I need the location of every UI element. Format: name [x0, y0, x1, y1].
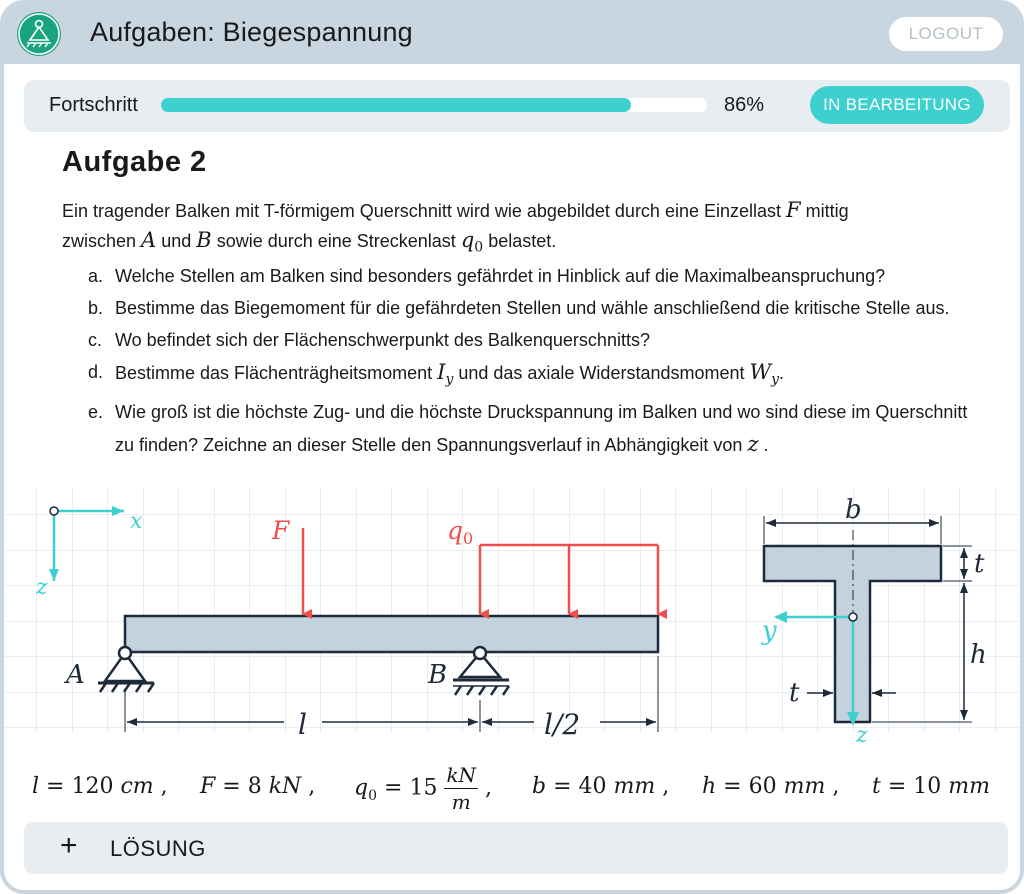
force-F-label: F — [272, 516, 290, 545]
math-var: W — [749, 360, 772, 384]
math-var: I — [437, 360, 446, 384]
progress-label: Fortschritt — [49, 94, 138, 116]
given-t — [872, 774, 990, 799]
question-text: . — [758, 434, 769, 455]
math-value: = 8 — [222, 774, 262, 799]
fraction — [444, 762, 478, 815]
math-var: F — [786, 198, 801, 222]
math-unit: mm — [948, 774, 990, 799]
given-b: b = 40 mm , — [532, 774, 670, 799]
math-var: q — [354, 775, 369, 801]
solution-label: LÖSUNG — [110, 836, 206, 861]
math-unit: mm — [783, 774, 826, 799]
fraction-numerator: kN — [446, 763, 477, 787]
list-item — [88, 356, 968, 396]
dim-l2-label: l/2 — [544, 708, 581, 741]
math-var: A — [141, 228, 157, 252]
intro-text: sowie durch eine Streckenlast — [211, 231, 461, 251]
intro-text: Ein tragender Balken mit T-förmigem Querschnitt wird wie abgebildet durch eine Einzellast — [62, 201, 787, 221]
given-values — [32, 760, 1002, 816]
axis-z-label: z — [36, 575, 48, 600]
math-sub: y — [445, 371, 454, 388]
math-var: F — [200, 774, 216, 799]
load-q-sub: 0 — [463, 529, 474, 548]
question-list — [88, 260, 968, 461]
math-value: = 10 — [887, 774, 942, 799]
math-var: q — [460, 228, 475, 252]
math-value: = 15 — [384, 775, 438, 801]
intro-text: belastet. — [483, 231, 557, 251]
logout-button[interactable]: LOGOUT — [889, 17, 1003, 51]
math-var: z — [747, 431, 759, 456]
beam-diagram — [4, 488, 1024, 758]
task-intro — [62, 196, 962, 263]
intro-text: und — [156, 231, 197, 251]
fraction-denominator: m — [451, 790, 471, 814]
support-B-label: B — [428, 660, 448, 690]
page-title: Aufgaben: Biegespannung — [90, 17, 413, 47]
load-q-var: q — [447, 516, 464, 545]
dim-l-label: l — [298, 708, 307, 741]
math-var: b — [532, 774, 547, 799]
math-value: = 60 — [723, 774, 777, 799]
list-marker: d. — [88, 362, 104, 382]
intro-text: mittig — [800, 201, 849, 221]
list-item — [88, 396, 968, 461]
top-bar — [4, 4, 1024, 64]
cs-b-label: b — [845, 495, 862, 525]
math-var: B — [196, 228, 212, 252]
question-text: Wo befindet sich der Flächenschwerpunkt des Balkenquerschnitts? — [115, 330, 650, 350]
progress-percent: 86% — [724, 94, 765, 116]
math-unit: cm — [120, 774, 154, 799]
question-text: und das axiale Widerstandsmoment — [453, 363, 750, 383]
progress-fill — [161, 98, 631, 112]
list-marker: a. — [88, 266, 104, 286]
question-text: Bestimme das Flächenträgheitsmoment — [115, 363, 438, 383]
status-badge: IN BEARBEITUNG — [810, 86, 984, 124]
list-marker: b. — [88, 298, 104, 318]
beam — [125, 616, 658, 652]
axis-x-label: x — [130, 509, 143, 534]
math-sub: y — [771, 371, 780, 388]
list-marker: c. — [88, 330, 103, 350]
cs-y-label: y — [762, 616, 777, 646]
question-text: Bestimme das Biegemoment für die gefährdeten Stellen und wähle anschließend die kritische Stelle aus. — [115, 298, 950, 318]
given-q0: $q_0 = 15$ $\frac{kN}{m}$ , — [354, 763, 493, 814]
given-l: l = 120 cm , — [32, 774, 168, 799]
math-var: l — [32, 774, 40, 799]
list-marker: e. — [88, 401, 104, 422]
math-value: = 40 — [553, 774, 607, 799]
math-sub: 0 — [368, 787, 378, 804]
list-item — [88, 292, 968, 324]
math-var: t — [872, 774, 881, 799]
question-text: . — [779, 363, 785, 383]
cs-t-top-label: t — [974, 549, 985, 579]
given-F: F = 8 kN , — [200, 774, 316, 799]
cs-t-web-label: t — [789, 678, 800, 708]
question-text: Wie groß ist die höchste Zug- und die höchste Druckspannung im Balken und wo sind diese im Querschnitt zu finden? Zeichne an dieser Stelle den Spannungsverlauf in Abhängigkeit von — [115, 401, 968, 455]
progress-panel — [24, 80, 1010, 132]
cs-z-label: z — [856, 723, 868, 748]
solution-toggle[interactable] — [24, 822, 1008, 874]
support-A-label: A — [66, 660, 85, 690]
question-text: Welche Stellen am Balken sind besonders gefährdet in Hinblick auf die Maximalbeanspruchung? — [115, 266, 886, 286]
task-title: Aufgabe 2 — [62, 146, 207, 178]
math-unit: mm — [613, 774, 656, 799]
list-item — [88, 324, 968, 356]
progress-track — [161, 98, 707, 112]
truss-support-icon — [17, 12, 61, 56]
list-item — [88, 260, 968, 292]
intro-text: zwischen — [62, 231, 142, 251]
math-value: = 120 — [46, 774, 114, 799]
plus-icon: + — [60, 829, 78, 862]
cs-h-label: h — [970, 640, 987, 670]
math-unit: kN — [268, 774, 302, 799]
math-var: h — [702, 774, 717, 799]
math-sub: 0 — [474, 239, 484, 256]
given-h: h = 60 mm , — [702, 774, 840, 799]
